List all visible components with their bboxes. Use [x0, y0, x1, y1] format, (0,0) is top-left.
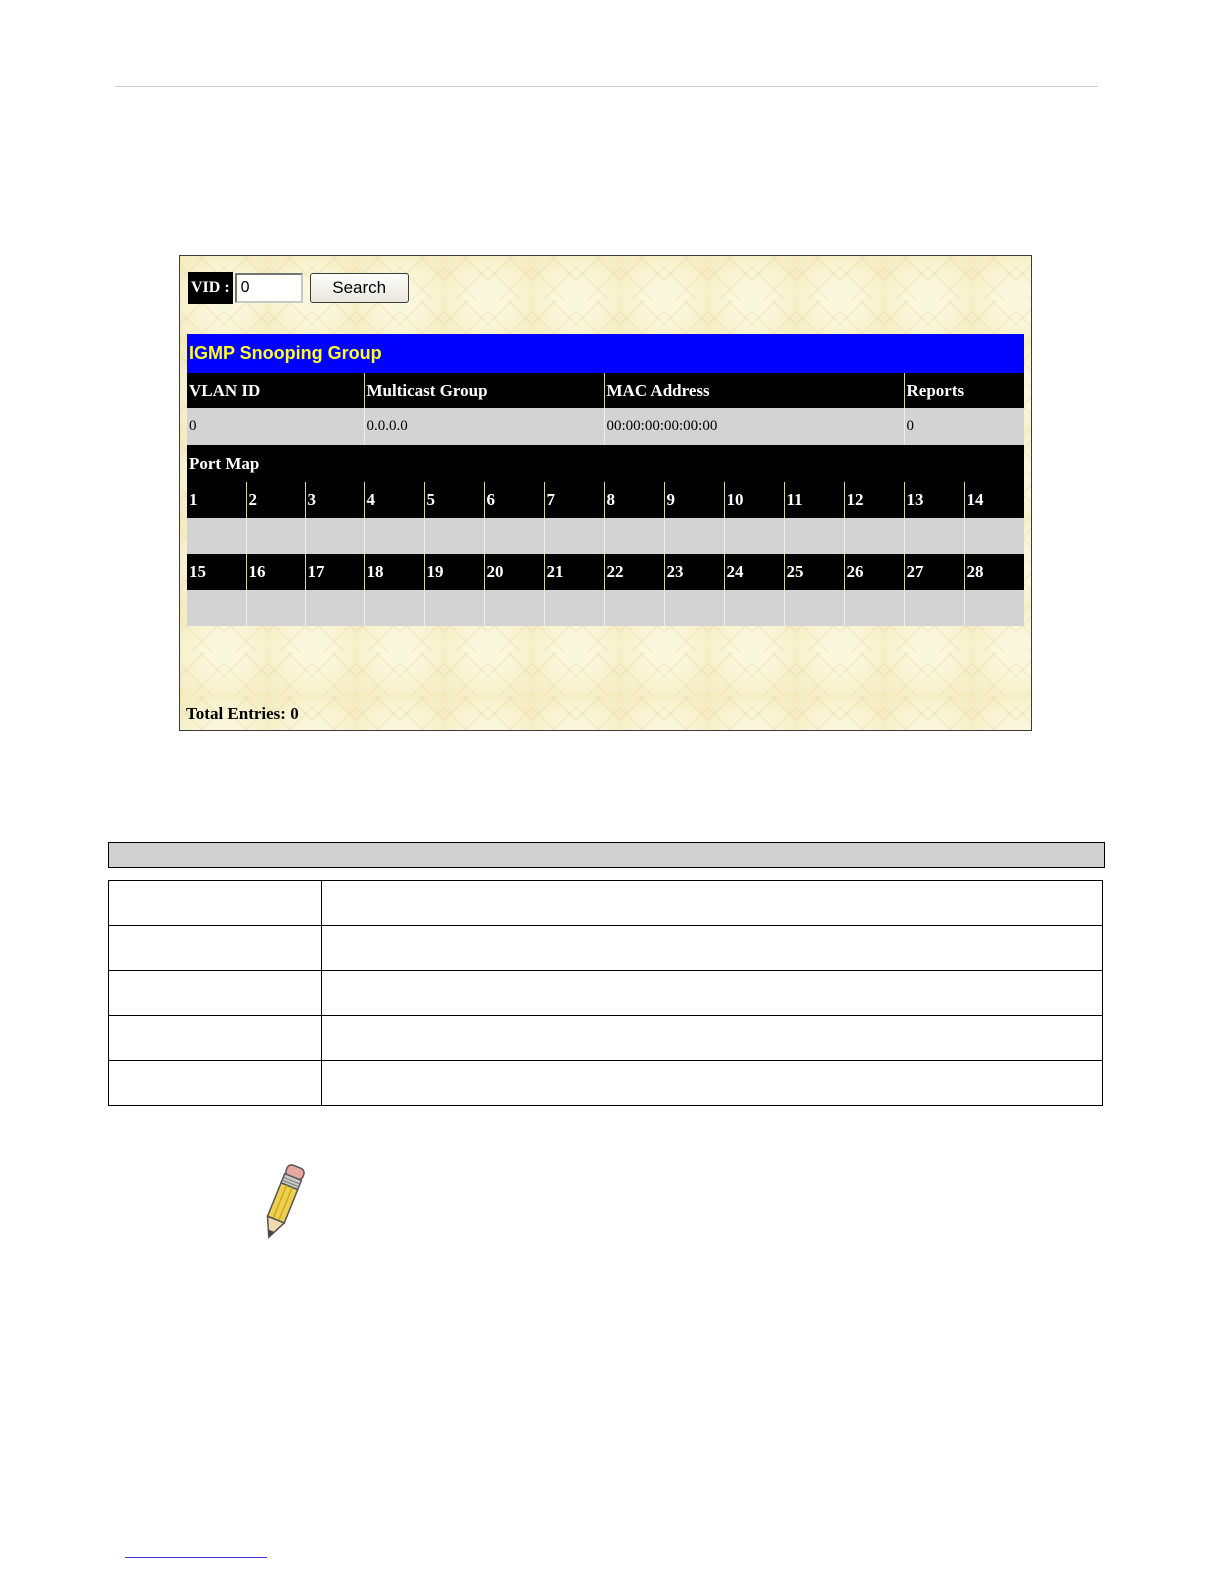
- port-header-row-2: [187, 554, 1024, 590]
- port-status-cell: [484, 518, 544, 554]
- port-number: 8: [604, 482, 664, 518]
- table-row: [109, 1016, 1103, 1061]
- port-status-cell: [604, 590, 664, 626]
- port-number: 21: [544, 554, 604, 590]
- port-status-cell: [246, 518, 305, 554]
- igmp-snooping-group-panel: [179, 255, 1032, 731]
- port-number: 16: [246, 554, 305, 590]
- vid-search-row: [188, 272, 409, 304]
- igmp-snooping-table: [187, 334, 1024, 626]
- parameter-cell: [109, 1061, 322, 1106]
- parameter-cell: [109, 971, 322, 1016]
- cell-vlan-id: 0: [187, 408, 364, 445]
- port-status-cell: [844, 590, 904, 626]
- table-row: [109, 926, 1103, 971]
- port-status-cell: [424, 590, 484, 626]
- port-number: 15: [187, 554, 246, 590]
- search-button[interactable]: Search: [310, 273, 409, 303]
- port-status-cell: [784, 518, 844, 554]
- footer-link-underline: [125, 1557, 267, 1558]
- port-number: 3: [305, 482, 364, 518]
- port-number: 18: [364, 554, 424, 590]
- pencil-note-icon: [250, 1160, 316, 1244]
- column-header-vlan-id: VLAN ID: [187, 373, 364, 408]
- port-status-cell: [305, 518, 364, 554]
- port-number: 19: [424, 554, 484, 590]
- port-number: 23: [664, 554, 724, 590]
- port-status-cell: [544, 590, 604, 626]
- port-status-cell: [724, 590, 784, 626]
- port-status-cell: [904, 590, 964, 626]
- port-status-cell: [305, 590, 364, 626]
- cell-multicast-group: 0.0.0.0: [364, 408, 604, 445]
- port-status-cell: [664, 590, 724, 626]
- port-status-cell: [784, 590, 844, 626]
- description-cell: [322, 881, 1103, 926]
- column-header-multicast-group: Multicast Group: [364, 373, 604, 408]
- port-status-row-1: [187, 518, 1024, 554]
- parameter-description-table: [108, 880, 1103, 1106]
- port-number: 9: [664, 482, 724, 518]
- port-number: 1: [187, 482, 246, 518]
- port-number: 6: [484, 482, 544, 518]
- parameter-cell: [109, 926, 322, 971]
- port-status-cell: [724, 518, 784, 554]
- table-row: [109, 881, 1103, 926]
- page-header-rule: [115, 86, 1098, 87]
- port-number: 22: [604, 554, 664, 590]
- port-status-cell: [664, 518, 724, 554]
- port-status-cell: [364, 518, 424, 554]
- description-cell: [322, 1016, 1103, 1061]
- port-status-cell: [544, 518, 604, 554]
- port-number: 12: [844, 482, 904, 518]
- table-row: [187, 408, 1024, 445]
- port-status-cell: [187, 518, 246, 554]
- doc-table-header-bar: [108, 842, 1105, 868]
- column-header-reports: Reports: [904, 373, 1024, 408]
- port-number: 26: [844, 554, 904, 590]
- port-status-cell: [604, 518, 664, 554]
- port-number: 25: [784, 554, 844, 590]
- port-number: 10: [724, 482, 784, 518]
- port-number: 5: [424, 482, 484, 518]
- description-cell: [322, 926, 1103, 971]
- port-status-cell: [484, 590, 544, 626]
- description-cell: [322, 971, 1103, 1016]
- port-number: 17: [305, 554, 364, 590]
- cell-reports: 0: [904, 408, 1024, 445]
- parameter-cell: [109, 1016, 322, 1061]
- port-status-cell: [964, 590, 1024, 626]
- port-status-cell: [844, 518, 904, 554]
- port-number: 14: [964, 482, 1024, 518]
- port-map-label: Port Map: [187, 445, 1024, 482]
- port-number: 24: [724, 554, 784, 590]
- port-status-cell: [964, 518, 1024, 554]
- parameter-cell: [109, 881, 322, 926]
- port-status-cell: [364, 590, 424, 626]
- column-header-mac-address: MAC Address: [604, 373, 904, 408]
- port-number: 13: [904, 482, 964, 518]
- port-number: 27: [904, 554, 964, 590]
- port-number: 4: [364, 482, 424, 518]
- port-header-row-1: [187, 482, 1024, 518]
- port-status-row-2: [187, 590, 1024, 626]
- total-entries: Total Entries: 0: [186, 704, 299, 723]
- description-cell: [322, 1061, 1103, 1106]
- vid-input[interactable]: [235, 273, 303, 303]
- cell-mac-address: 00:00:00:00:00:00: [604, 408, 904, 445]
- port-number: 7: [544, 482, 604, 518]
- port-number: 11: [784, 482, 844, 518]
- port-number: 2: [246, 482, 305, 518]
- table-row: [109, 1061, 1103, 1106]
- table-title: IGMP Snooping Group: [187, 334, 1024, 373]
- port-status-cell: [187, 590, 246, 626]
- port-status-cell: [246, 590, 305, 626]
- port-number: 20: [484, 554, 544, 590]
- table-row: [109, 971, 1103, 1016]
- port-number: 28: [964, 554, 1024, 590]
- vid-label: VID :: [188, 272, 233, 304]
- port-status-cell: [424, 518, 484, 554]
- port-status-cell: [904, 518, 964, 554]
